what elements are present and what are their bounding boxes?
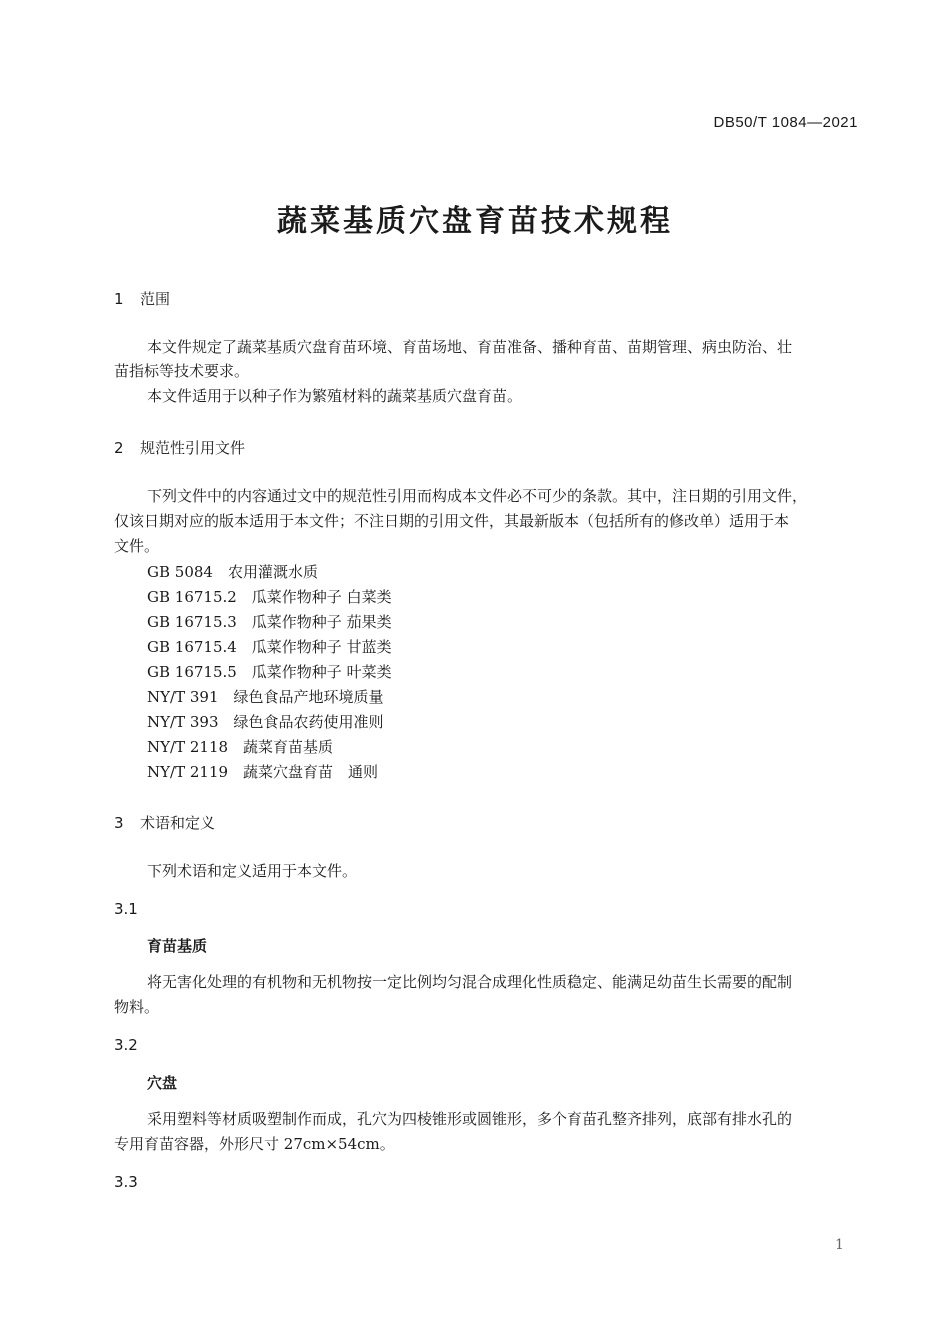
term-definition-line-1: 将无害化处理的有机物和无机物按一定比例均匀混合成理化性质稳定、能满足幼苗生长需要的配制 [147, 973, 793, 991]
term-definition-line-2: 物料。 [114, 998, 160, 1016]
reference-item: GB 16715.2 瓜菜作物种子 白菜类 [147, 588, 392, 606]
section-2-paragraph-line-1: 下列文件中的内容通过文中的规范性引用而构成本文件必不可少的条款。其中，注日期的引用文件， [147, 487, 808, 505]
reference-item: NY/T 391 绿色食品产地环境质量 [147, 688, 384, 706]
reference-item: GB 5084 农用灌溉水质 [147, 563, 318, 581]
document-title: 蔬菜基质穴盘育苗技术规程 [277, 204, 673, 239]
section-number: 2 [114, 439, 124, 457]
reference-item: NY/T 2119 蔬菜穴盘育苗 通则 [147, 763, 379, 781]
term-number: 3.1 [114, 900, 138, 918]
section-2-paragraph-line-3: 文件。 [114, 537, 160, 555]
term-definition-line-1: 采用塑料等材质吸塑制作而成，孔穴为四棱锥形或圆锥形，多个育苗孔整齐排列，底部有排水孔的 [147, 1110, 793, 1128]
section-title: 术语和定义 [140, 814, 216, 832]
reference-item: GB 16715.4 瓜菜作物种子 甘蓝类 [147, 638, 392, 656]
term-name: 育苗基质 [147, 937, 208, 955]
section-title: 范围 [140, 290, 171, 308]
term-number: 3.3 [114, 1173, 138, 1191]
section-3-heading [114, 812, 215, 833]
reference-item: NY/T 2118 蔬菜育苗基质 [147, 738, 334, 756]
reference-item: NY/T 393 绿色食品农药使用准则 [147, 713, 384, 731]
section-1-paragraph-1-line-1: 本文件规定了蔬菜基质穴盘育苗环境、育苗场地、育苗准备、播种育苗、苗期管理、病虫防治、壮 [147, 338, 793, 356]
section-title: 规范性引用文件 [140, 439, 246, 457]
section-1-paragraph-1-line-2: 苗指标等技术要求。 [114, 362, 250, 380]
section-2-paragraph-line-2: 仅该日期对应的版本适用于本文件；不注日期的引用文件，其最新版本（包括所有的修改单）适用于本 [114, 512, 790, 530]
section-3-intro: 下列术语和定义适用于本文件。 [147, 862, 358, 880]
section-number: 1 [114, 290, 124, 308]
reference-item: GB 16715.3 瓜菜作物种子 茄果类 [147, 613, 392, 631]
term-definition-line-2: 专用育苗容器，外形尺寸 27cm×54cm。 [114, 1135, 395, 1153]
standard-code: DB50/T 1084—2021 [713, 114, 858, 131]
section-1-paragraph-2: 本文件适用于以种子作为繁殖材料的蔬菜基质穴盘育苗。 [147, 387, 523, 405]
section-2-heading [114, 437, 245, 458]
term-name: 穴盘 [147, 1074, 178, 1092]
section-number: 3 [114, 814, 124, 832]
page-number: 1 [835, 1237, 844, 1253]
term-number: 3.2 [114, 1036, 138, 1054]
reference-item: GB 16715.5 瓜菜作物种子 叶菜类 [147, 663, 392, 681]
section-1-heading [114, 288, 170, 309]
